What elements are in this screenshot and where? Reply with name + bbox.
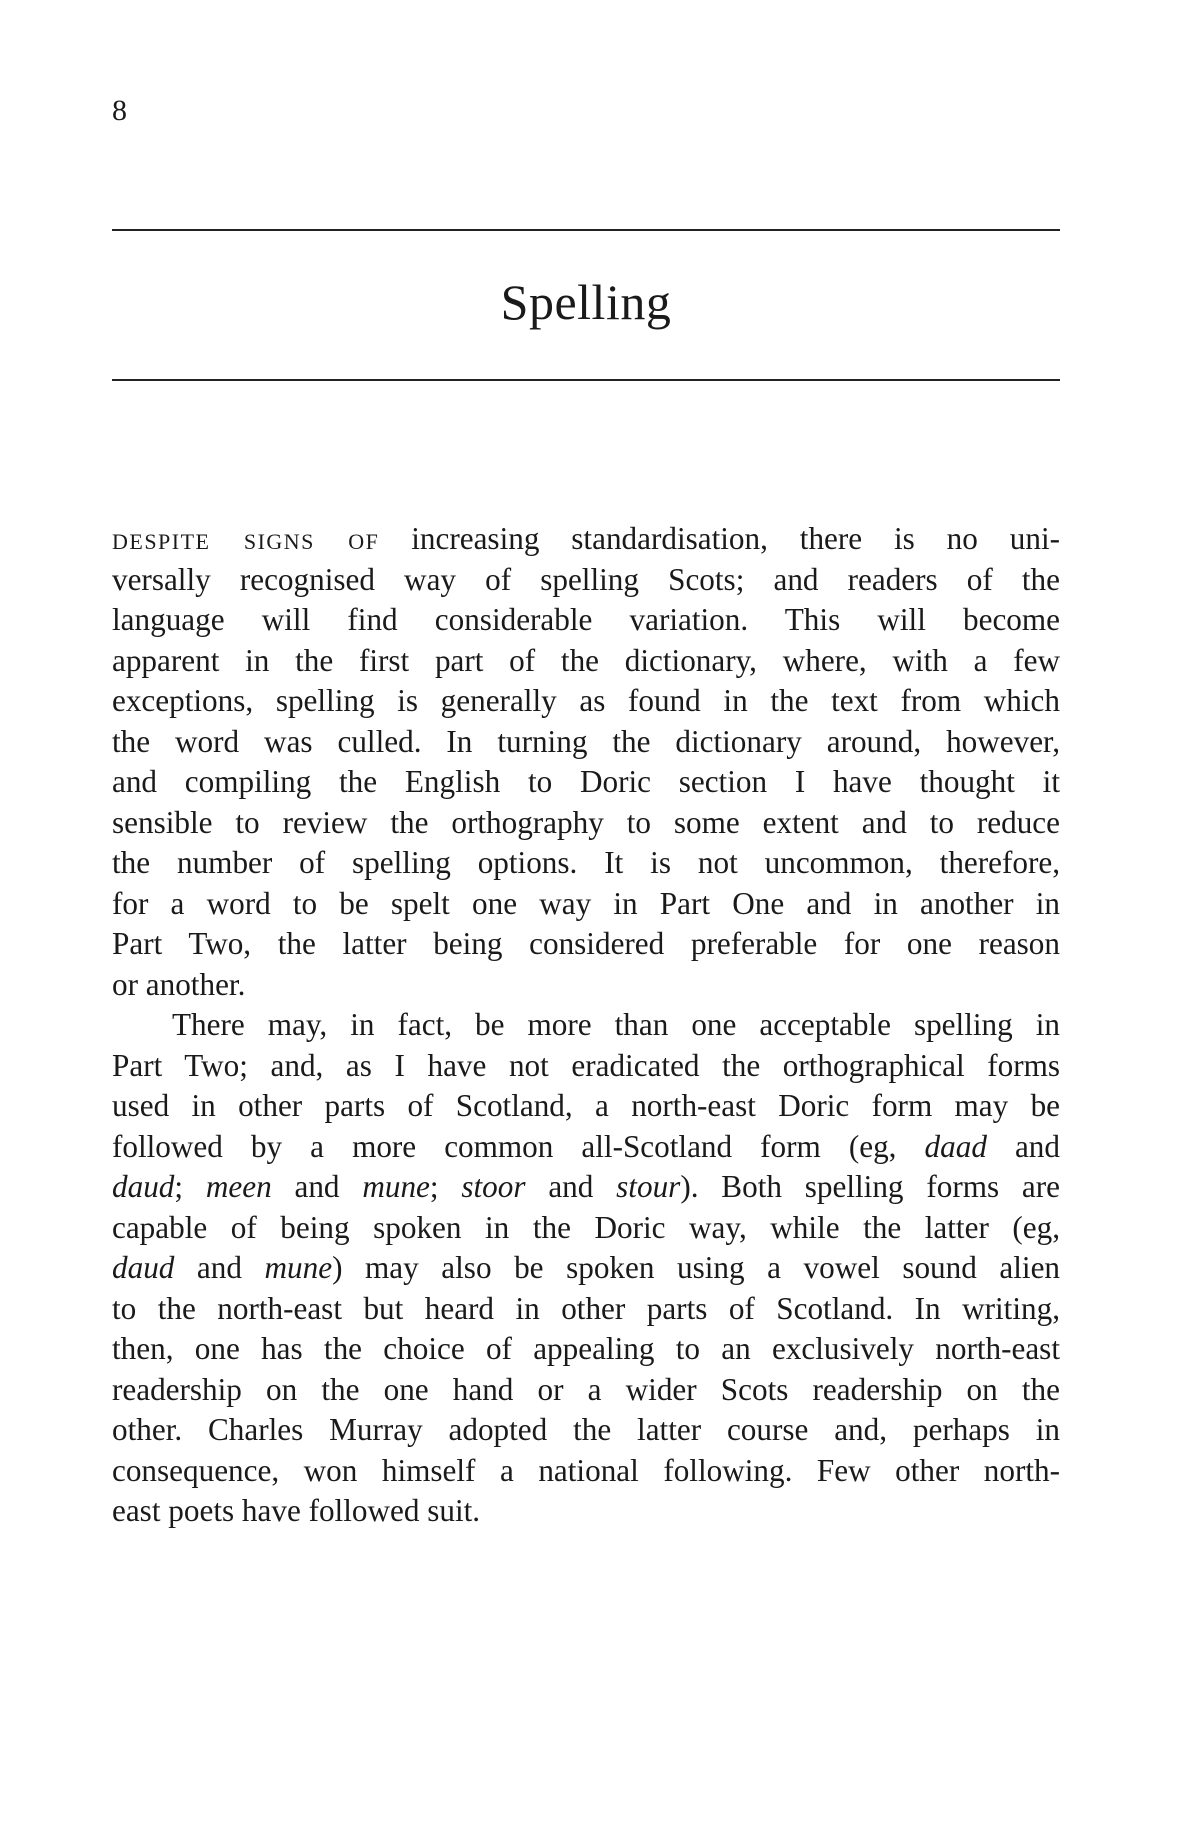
text-line [112, 1086, 1060, 1127]
italic-term: daad [924, 1128, 987, 1164]
line-text: Part Two; and, as I have not eradicated the orthographical forms [112, 1047, 1060, 1083]
line-text: and [525, 1169, 617, 1204]
italic-term: mune [264, 1250, 333, 1285]
text-line [112, 924, 1060, 965]
text-line [112, 641, 1060, 682]
line-text: east poets have followed suit. [112, 1493, 481, 1528]
italic-term: daud [112, 1250, 175, 1285]
chapter-title: Spelling [500, 274, 672, 330]
text-line [112, 803, 1060, 844]
line-text: and compiling the English to Doric section I have thought it [112, 764, 1060, 799]
text-line [112, 762, 1060, 803]
line-text: versally recognised way of spelling Scots; and readers of the [112, 561, 1060, 597]
text-line [112, 884, 1060, 925]
opening-small-caps: despite signs of [112, 521, 380, 556]
text-line [112, 560, 1060, 601]
text-line [112, 519, 1060, 560]
text-line [112, 1248, 1060, 1289]
line-text: exceptions, spelling is generally as found in the text from which [112, 683, 1060, 718]
line-text: readership on the one hand or a wider Scots readership on the [112, 1371, 1060, 1407]
text-line [112, 722, 1060, 763]
line-text: increasing standardisation, there is no uni- [379, 521, 1060, 556]
line-text: and [271, 1169, 363, 1204]
text-line [112, 1208, 1060, 1249]
line-text: apparent in the first part of the dictionary, where, with a few [112, 642, 1060, 678]
paragraph [112, 1005, 1060, 1532]
text-line [112, 1451, 1060, 1492]
text-line [112, 1046, 1060, 1087]
line-text: followed by a more common all-Scotland form (eg, [112, 1128, 925, 1164]
line-text: to the north-east but heard in other parts of Scotland. In writing, [112, 1290, 1060, 1326]
line-text: ). Both spelling forms are [680, 1169, 1060, 1204]
italic-term: meen [205, 1169, 272, 1204]
line-text: sensible to review the orthography to some extent and to reduce [112, 804, 1060, 840]
text-line [112, 1491, 1060, 1532]
line-text: the number of spelling options. It is not uncommon, therefore, [112, 845, 1060, 880]
italic-term: stoor [461, 1169, 526, 1204]
line-text: other. Charles Murray adopted the latter course and, perhaps in [112, 1412, 1060, 1447]
text-line [112, 681, 1060, 722]
italic-term: mune [362, 1169, 430, 1204]
italic-term: daud [112, 1169, 175, 1204]
text-line [112, 1329, 1060, 1370]
line-text: then, one has the choice of appealing to an exclusively north-east [112, 1331, 1060, 1366]
title-rule-top [112, 229, 1060, 231]
text-line [112, 1410, 1060, 1451]
text-line [112, 1005, 1060, 1046]
line-text: ) may also be spoken using a vowel sound alien [332, 1250, 1061, 1285]
text-line [112, 1167, 1060, 1208]
paragraph [112, 519, 1060, 1005]
line-text: and [174, 1250, 265, 1285]
line-text: capable of being spoken in the Doric way, while the latter (eg, [112, 1209, 1060, 1245]
title-rule-bottom [112, 379, 1060, 381]
line-text: language will find considerable variation. This will become [112, 602, 1060, 637]
text-line [112, 1370, 1060, 1411]
text-line [112, 843, 1060, 884]
line-text: or another. [112, 966, 246, 1002]
line-text: ; [429, 1169, 462, 1204]
text-line [112, 600, 1060, 641]
italic-term: stour [616, 1169, 681, 1204]
line-text: used in other parts of Scotland, a north-east Doric form may be [112, 1088, 1060, 1123]
line-text: the word was culled. In turning the dictionary around, however, [112, 723, 1060, 759]
text-line [112, 1289, 1060, 1330]
text-line [112, 1127, 1060, 1168]
line-text: Part Two, the latter being considered preferable for one reason [112, 926, 1060, 961]
line-text: and [986, 1128, 1060, 1164]
body-text [112, 519, 1060, 1532]
line-text: ; [174, 1169, 206, 1204]
line-text: for a word to be spelt one way in Part One and in another in [112, 885, 1060, 921]
text-line [112, 965, 1060, 1006]
line-text: There may, in fact, be more than one acceptable spelling in [172, 1007, 1060, 1042]
line-text: consequence, won himself a national following. Few other north- [112, 1452, 1060, 1488]
page-number: 8 [112, 94, 127, 127]
